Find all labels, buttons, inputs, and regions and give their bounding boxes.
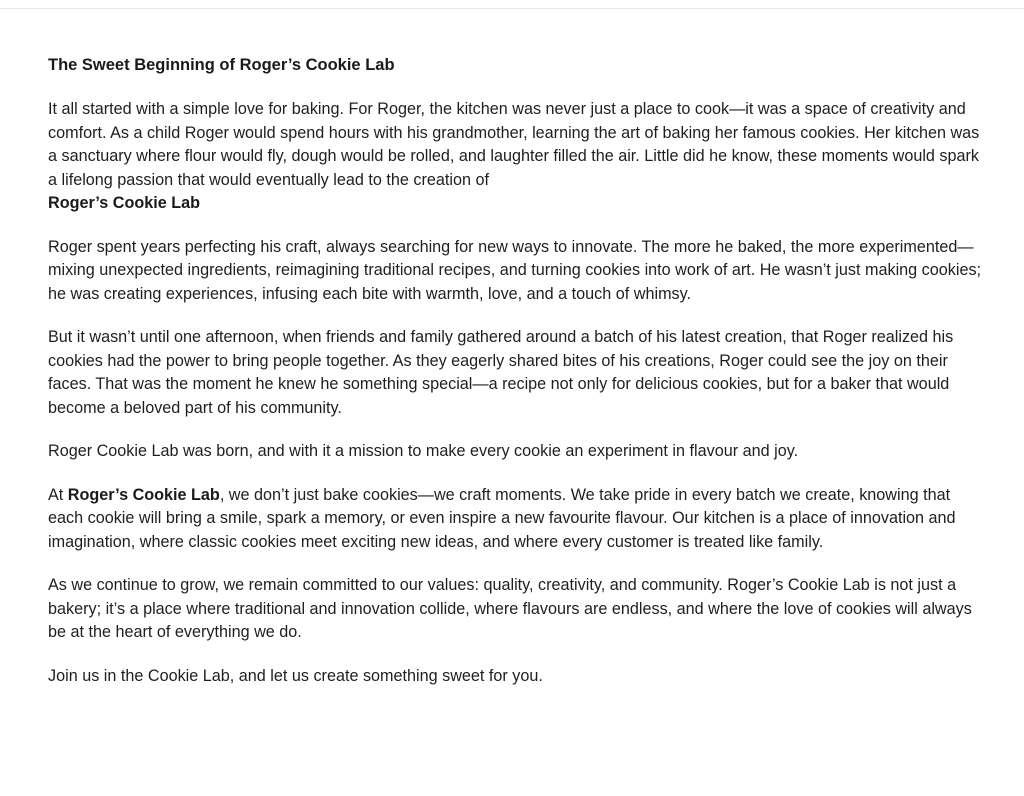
paragraph-realization: But it wasn’t until one afternoon, when friends and family gathered around a batch of his latest creation, that Roger realized his cookies had the power to bring people together. As they eagerly shared bites of his creations, Roger could see the joy on their faces. That was the moment he knew he something special—a recipe not only for delicious cookies, but for a baker that would become a beloved part of his community. <box>48 328 954 417</box>
paragraph-origin <box>48 98 988 216</box>
document-title: The Sweet Beginning of Roger’s Cookie Lab <box>48 56 395 74</box>
brand-name-bold: Roger’s Cookie Lab <box>48 194 201 212</box>
paragraph-mission-prefix: At <box>48 485 64 504</box>
document-body <box>48 54 988 708</box>
paragraph-invitation: Join us in the Cookie Lab, and let us create something sweet for you. <box>48 666 543 685</box>
paragraph-values: As we continue to grow, we remain committed to our values: quality, creativity, and community. Roger’s Cookie Lab is not just a bakery; it’s a place where traditional and innovation collide, where flavours are endless, and where the love of cookies will always be at the heart of everything we do. <box>48 576 972 641</box>
paragraph-born: Roger Cookie Lab was born, and with it a mission to make every cookie an experiment in flavour and joy. <box>48 442 799 460</box>
paragraph-craft: Roger spent years perfecting his craft, always searching for new ways to innovate. The more he baked, the more experimented—mixing unexpected ingredients, reimagining traditional recipes, and turning cookies into work of art. He wasn’t just making cookies; he was creating experiences, infusing each bite with warmth, love, and a touch of whimsy. <box>48 237 982 303</box>
paragraph-origin-text: It all started with a simple love for baking. For Roger, the kitchen was never just a place to cook—it was a space of creativity and comfort. As a child Roger would spend hours with his grandmother, learning the art of baking her famous cookies. Her kitchen was a sanctuary where flour would fly, dough would be rolled, and laughter filled the air. Little did he know, these moments would spark a lifelong passion that would eventually lead to the creation of <box>48 100 980 189</box>
brand-name-bold: Roger’s Cookie Lab <box>67 485 220 504</box>
paragraph-mission-text: , we don’t just bake cookies—we craft moments. We take pride in every batch we create, knowing that each cookie will bring a smile, spark a memory, or even inspire a new favourite flavour. Our kitchen is a place of innovation and imagination, where classic cookies meet exciting new ideas, and where every customer is treated like family. <box>48 485 956 551</box>
top-divider <box>0 8 1024 9</box>
paragraph-mission <box>48 484 988 555</box>
